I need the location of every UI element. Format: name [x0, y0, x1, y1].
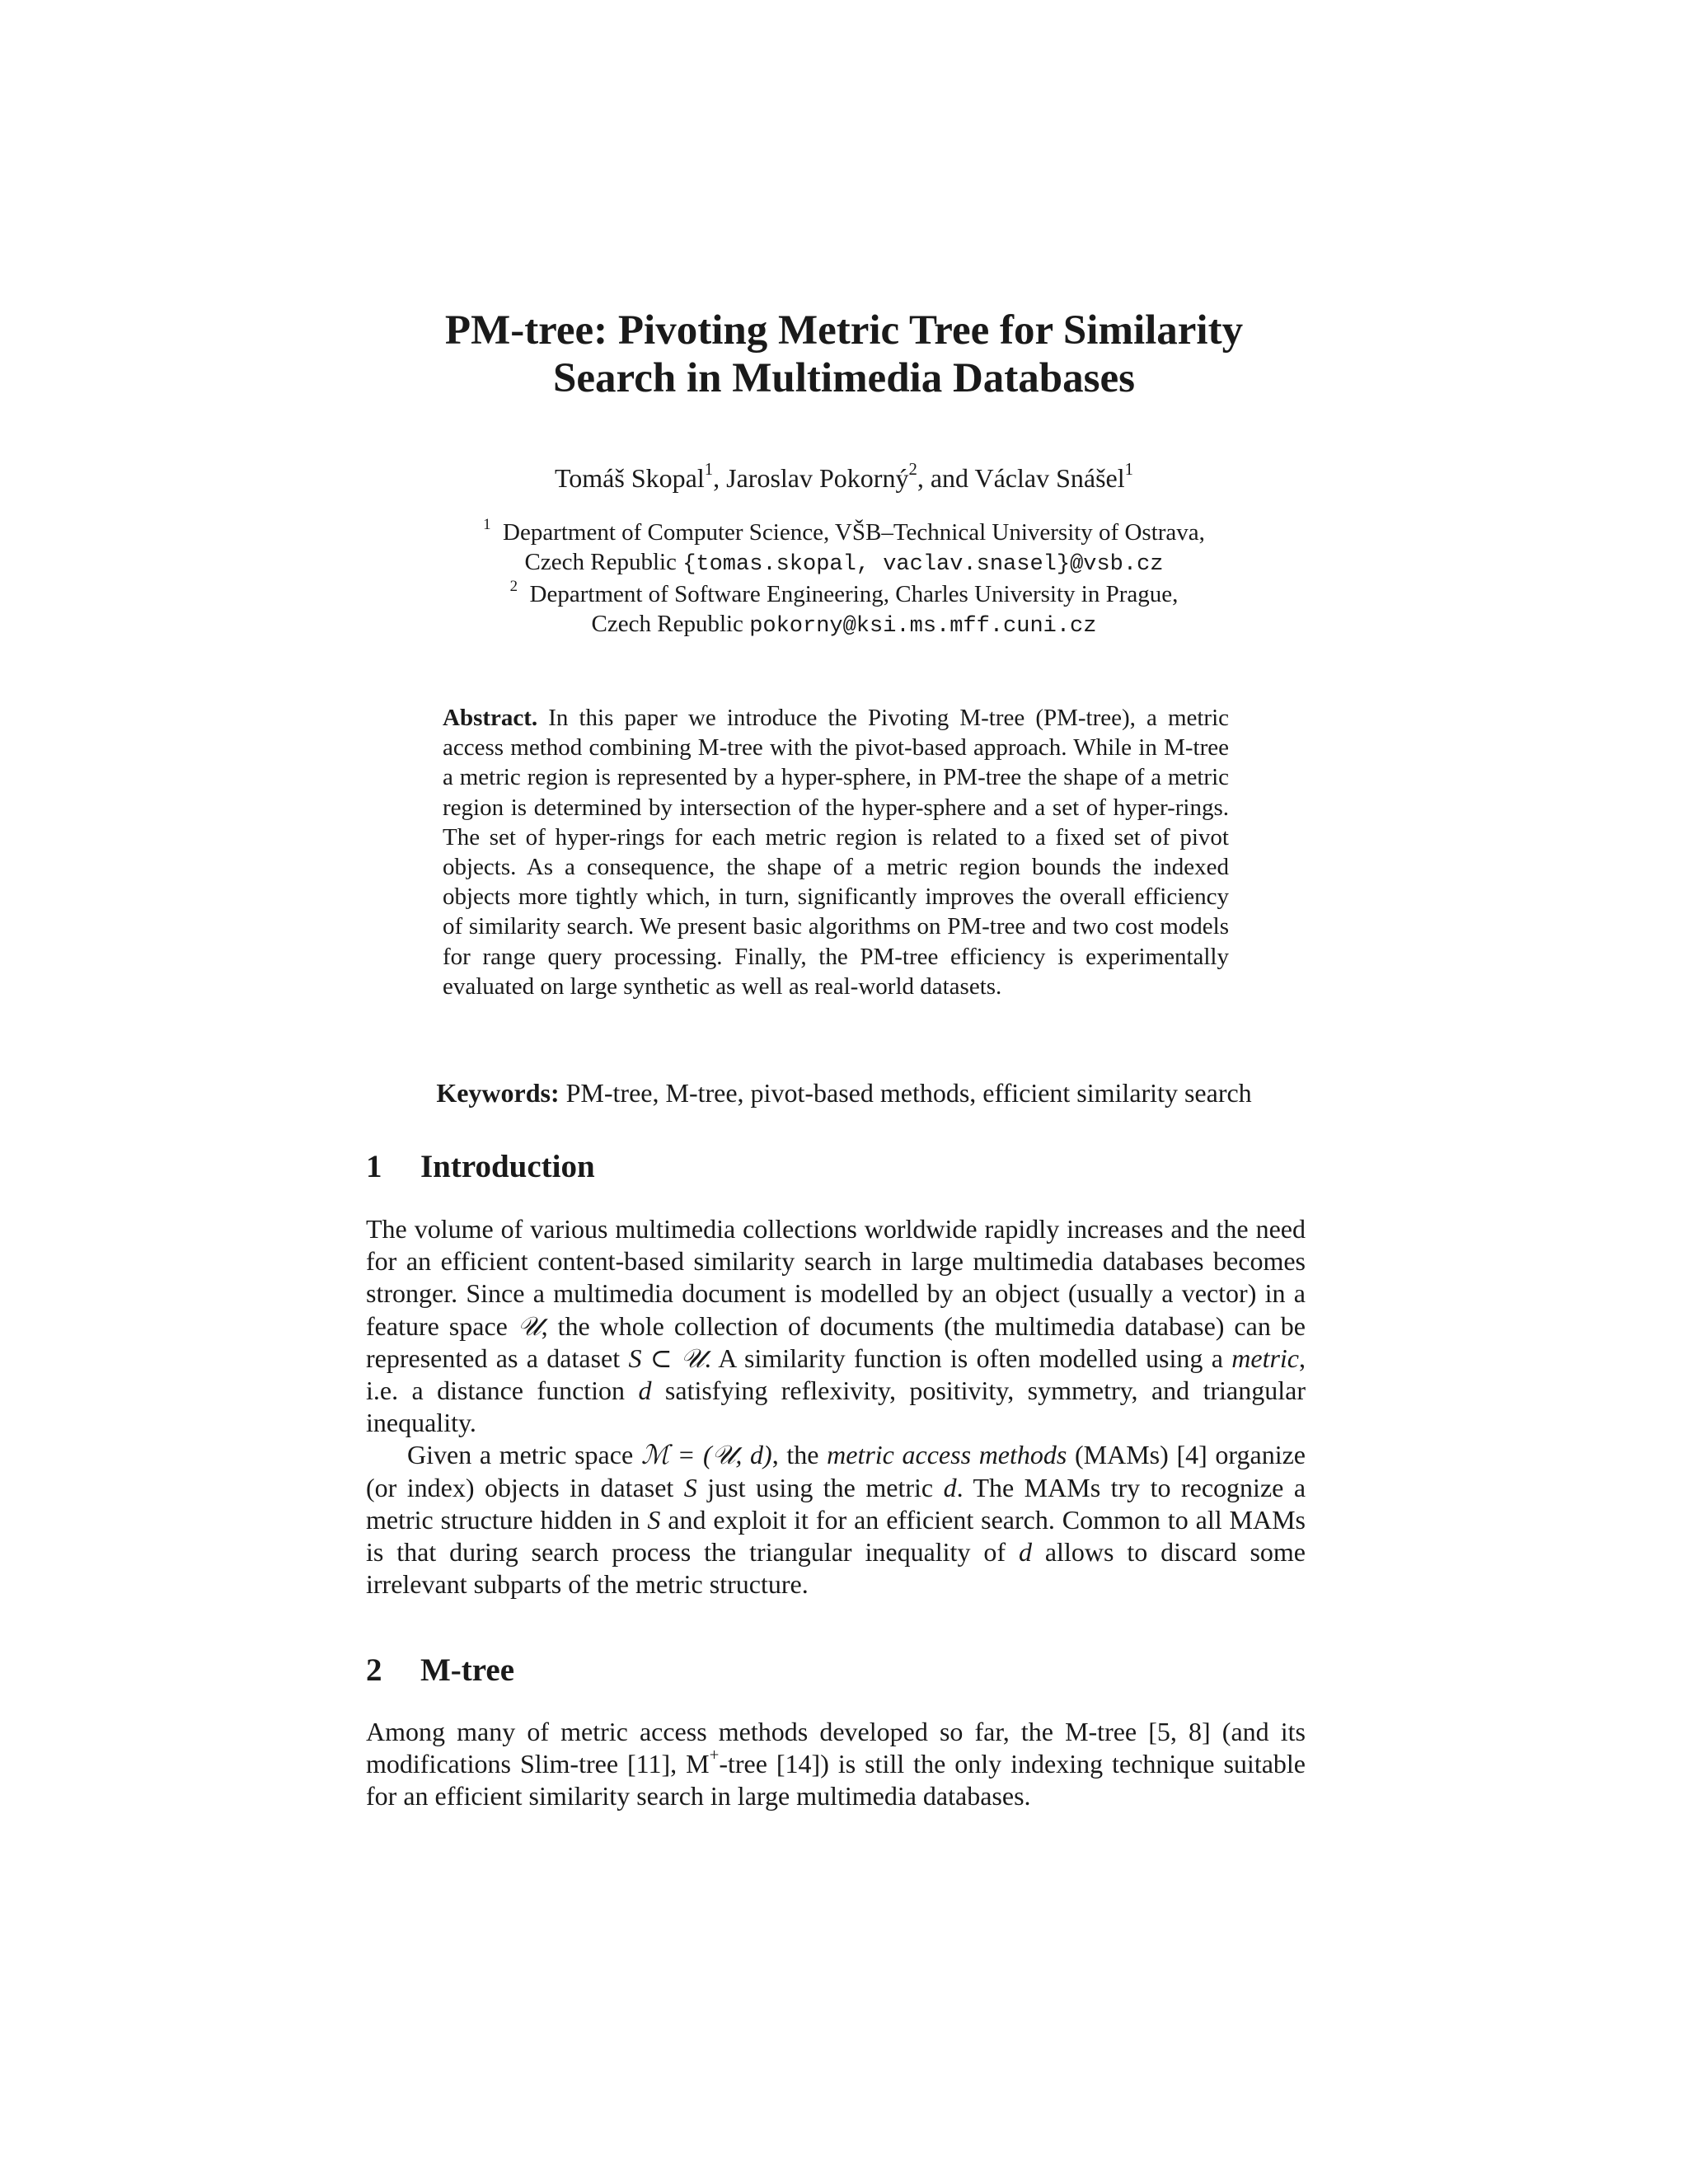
author-list	[247, 462, 1441, 494]
math-metric-space: ℳ = (𝒰, d)	[640, 1440, 772, 1470]
text-run: and exploit it for an efficient search. Common to all MAMs is that during search process the triangular inequality of	[366, 1504, 1306, 1568]
math-feature-space: 𝒰	[517, 1310, 542, 1341]
text-run: . The MAMs try to recognize a metric structure hidden in	[366, 1472, 1306, 1535]
keywords	[247, 1076, 1441, 1109]
text-run: Among many of metric access methods developed so far, the M-tree [5, 8] (and its modifications Slim-tree [11], M	[366, 1717, 1306, 1779]
affiliation-2-email[interactable]: pokorny@ksi.ms.mff.cuni.cz	[749, 614, 1097, 639]
author-separator: , and	[917, 463, 975, 493]
author-separator: ,	[713, 463, 727, 493]
text-run: Given a metric space	[407, 1440, 641, 1470]
affiliation-2-marker: 2	[509, 577, 518, 595]
text-run: The volume of various multimedia collections worldwide rapidly increases and the need for an efficient content-based similarity search in large multimedia databases becomes stronger. Since a multimedia document is modelled by an object (usually a vector) in a feature space	[366, 1214, 1306, 1341]
affiliation-1-email[interactable]: {tomas.skopal, vaclav.snasel}@vsb.cz	[682, 552, 1164, 577]
math-distance: d	[638, 1376, 652, 1406]
section-1-paragraph-1	[366, 1213, 1306, 1439]
paper-title	[247, 307, 1441, 402]
text-run: , the whole collection of documents (the multimedia database) can be represented as a dataset	[366, 1310, 1306, 1373]
section-1-paragraph-2	[366, 1439, 1306, 1601]
math-dataset: S	[683, 1472, 697, 1502]
text-run: -tree [14]) is still the only indexing technique suitable for an efficient similarity search in large multimedia databases.	[366, 1749, 1306, 1811]
author-1-affil: 1	[704, 460, 714, 480]
affiliation-2-dept-text: Department of Software Engineering, Charles University in Prague,	[529, 581, 1179, 607]
keywords-text: PM-tree, M-tree, pivot-based methods, efficient similarity search	[565, 1078, 1252, 1108]
text-run: , i.e. a distance function	[366, 1343, 1306, 1406]
math-distance: d	[943, 1472, 957, 1502]
abstract-label: Abstract.	[443, 705, 538, 731]
author-2: Jaroslav Pokorný	[726, 463, 909, 493]
affiliation-1-country: Czech Republic	[524, 549, 683, 575]
affiliation-1-dept-text: Department of Computer Science, VŠB–Technical University of Ostrava,	[503, 519, 1205, 546]
affiliation-1-dept	[247, 515, 1441, 547]
section-2-body	[366, 1716, 1306, 1813]
math-dataset: S ⊂ 𝒰	[628, 1343, 705, 1373]
section-2-title: M-tree	[420, 1652, 515, 1688]
section-1-number: 1	[366, 1149, 382, 1184]
keywords-label: Keywords:	[436, 1078, 560, 1108]
abstract-text: In this paper we introduce the Pivoting M-tree (PM-tree), a metric access method combining M-tree with the pivot-based approach. While in M-tree a metric region is represented by a hyper-sphere, in PM-tree the shape of a metric region is determined by intersection of the hyper-sphere and a set of hyper-rings. The set of hyper-rings for each metric region is related to a fixed set of pivot objects. As a consequence, the shape of a metric region bounds the indexed objects more tightly which, in turn, significantly improves the overall efficiency of similarity search. We present basic algorithms on PM-tree and two cost models for range query processing. Finally, the PM-tree efficiency is experimentally evaluated on large synthetic as well as real-world datasets.	[443, 705, 1230, 1000]
math-distance: d	[1018, 1537, 1032, 1568]
author-1: Tomáš Skopal	[554, 463, 705, 493]
section-1-body	[366, 1213, 1306, 1601]
text-run: satisfying reflexivity, positivity, symmetry, and triangular inequality.	[366, 1376, 1306, 1438]
section-2-heading	[366, 1652, 1306, 1690]
math-dataset: S	[647, 1504, 661, 1535]
affiliation-2-dept	[247, 579, 1441, 609]
text-run: . A similarity function is often modelled using a	[704, 1343, 1232, 1373]
section-1-heading	[366, 1148, 1306, 1186]
title-line-1: PM-tree: Pivoting Metric Tree for Similarity	[444, 307, 1244, 354]
affiliation-1-marker: 1	[483, 515, 491, 533]
text-run: just using the metric	[696, 1472, 944, 1502]
section-1-title: Introduction	[420, 1149, 595, 1184]
affiliation-2-contact	[247, 609, 1441, 641]
affiliation-2-country: Czech Republic	[591, 611, 750, 637]
emphasis-mam: metric access methods	[827, 1440, 1067, 1470]
text-run: allows to discard some irrelevant subparts of the metric structure.	[366, 1537, 1306, 1600]
title-line-2: Search in Multimedia Databases	[553, 355, 1135, 401]
affiliation-1-contact	[247, 547, 1441, 579]
section-2-paragraph-1	[366, 1716, 1306, 1813]
text-run: , the	[771, 1440, 828, 1470]
section-2-number: 2	[366, 1652, 382, 1688]
author-2-affil: 2	[908, 460, 917, 480]
affiliations	[247, 515, 1441, 641]
abstract	[443, 703, 1229, 1001]
emphasis-metric: metric	[1231, 1343, 1299, 1373]
author-3: Václav Snášel	[974, 463, 1125, 493]
author-3-affil: 1	[1124, 460, 1134, 480]
text-run: (MAMs) [4] organize (or index) objects in dataset	[366, 1440, 1306, 1502]
superscript-plus: +	[709, 1746, 720, 1765]
